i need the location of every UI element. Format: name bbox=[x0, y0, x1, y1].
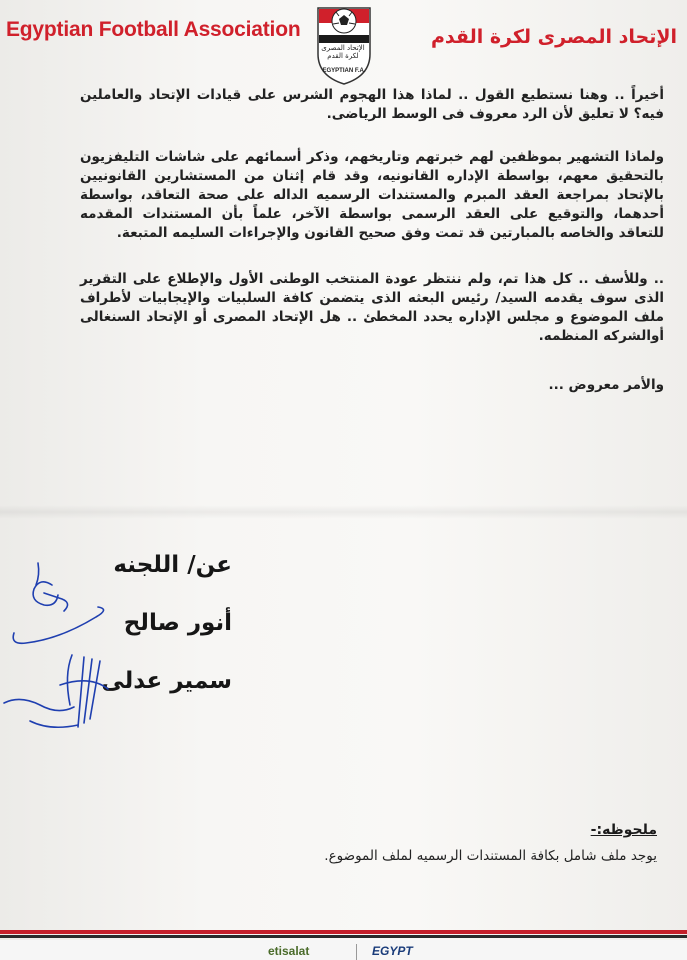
signatory-name-2: سمير عدلى bbox=[101, 668, 232, 694]
header-title-ar: الإتحاد المصرى لكرة القدم bbox=[431, 26, 677, 48]
sponsor-bar bbox=[0, 940, 687, 960]
footer-black-line bbox=[0, 935, 687, 938]
sponsor-separator bbox=[356, 944, 357, 960]
paragraph-1: أخيراً .. وهنا نستطيع القول .. لماذا هذا الهجوم الشرس على قيادات الإتحاد والعاملين فيه؟ لا تعليق لأن الرد معروف فى الوسط الرياضى. bbox=[80, 87, 664, 122]
handwritten-signatures bbox=[0, 555, 160, 745]
paper-fold bbox=[0, 505, 687, 519]
note-text: يوجد ملف شامل بكافة المستندات الرسميه لملف الموضوع. bbox=[324, 848, 657, 864]
crest-text-en: EGYPTIAN F.A. bbox=[322, 68, 366, 74]
on-behalf-label: عن/ اللجنه bbox=[113, 552, 232, 578]
header-title-en: Egyptian Football Association bbox=[6, 18, 301, 41]
sponsor-egypt: EGYPT bbox=[372, 944, 413, 958]
paragraph-3: .. وللأسف .. كل هذا تم، ولم ننتظر عودة المنتخب الوطنى الأول والإطلاع على التقرير الذى سوف يقدمه السيد/ رئيس البعثه الذى يتضمن كافة السلبيات والإيجابيات لأطراف ملف الموضوع و مجلس الإداره يحدد المخطئ .. هل الإتحاد المصرى أو الإتحاد السنغالى أوالشركه المنظمه. bbox=[80, 271, 664, 344]
footer-stripe bbox=[0, 930, 687, 960]
crest-text-ar: الإتحاد المصرى لكرة القدم bbox=[321, 44, 365, 60]
signatory-name-1: أنور صالح bbox=[123, 610, 232, 636]
sponsor-etisalat: etisalat bbox=[268, 944, 310, 958]
paragraph-4: والأمر معروض ... bbox=[548, 377, 664, 393]
note-title: ملحوظه:- bbox=[590, 822, 657, 838]
paragraph-2: ولماذا التشهير بموظفين لهم خبرتهم وتاريخهم، وذكر أسمائهم على شاشات التليفزيون بالتحقيق معهم، بواسطة الإداره القانونيه، وقد قام إثنان من المستشارين القانونيين بالإتحاد بمراجعة العقد المبرم والمستندات الرسميه الداله على صحة التعاقد، بواسطة أحدهما، والتوقيع على العقد الرسمى بواسطة الآخر، علماً بأن المستندات المقدمه للتعاقد والخاصه بالمبارتين قد تمت وفق صحيح القانون والإجراءات السليمه المتبعة. bbox=[80, 149, 664, 241]
footer-red-line bbox=[0, 930, 687, 934]
